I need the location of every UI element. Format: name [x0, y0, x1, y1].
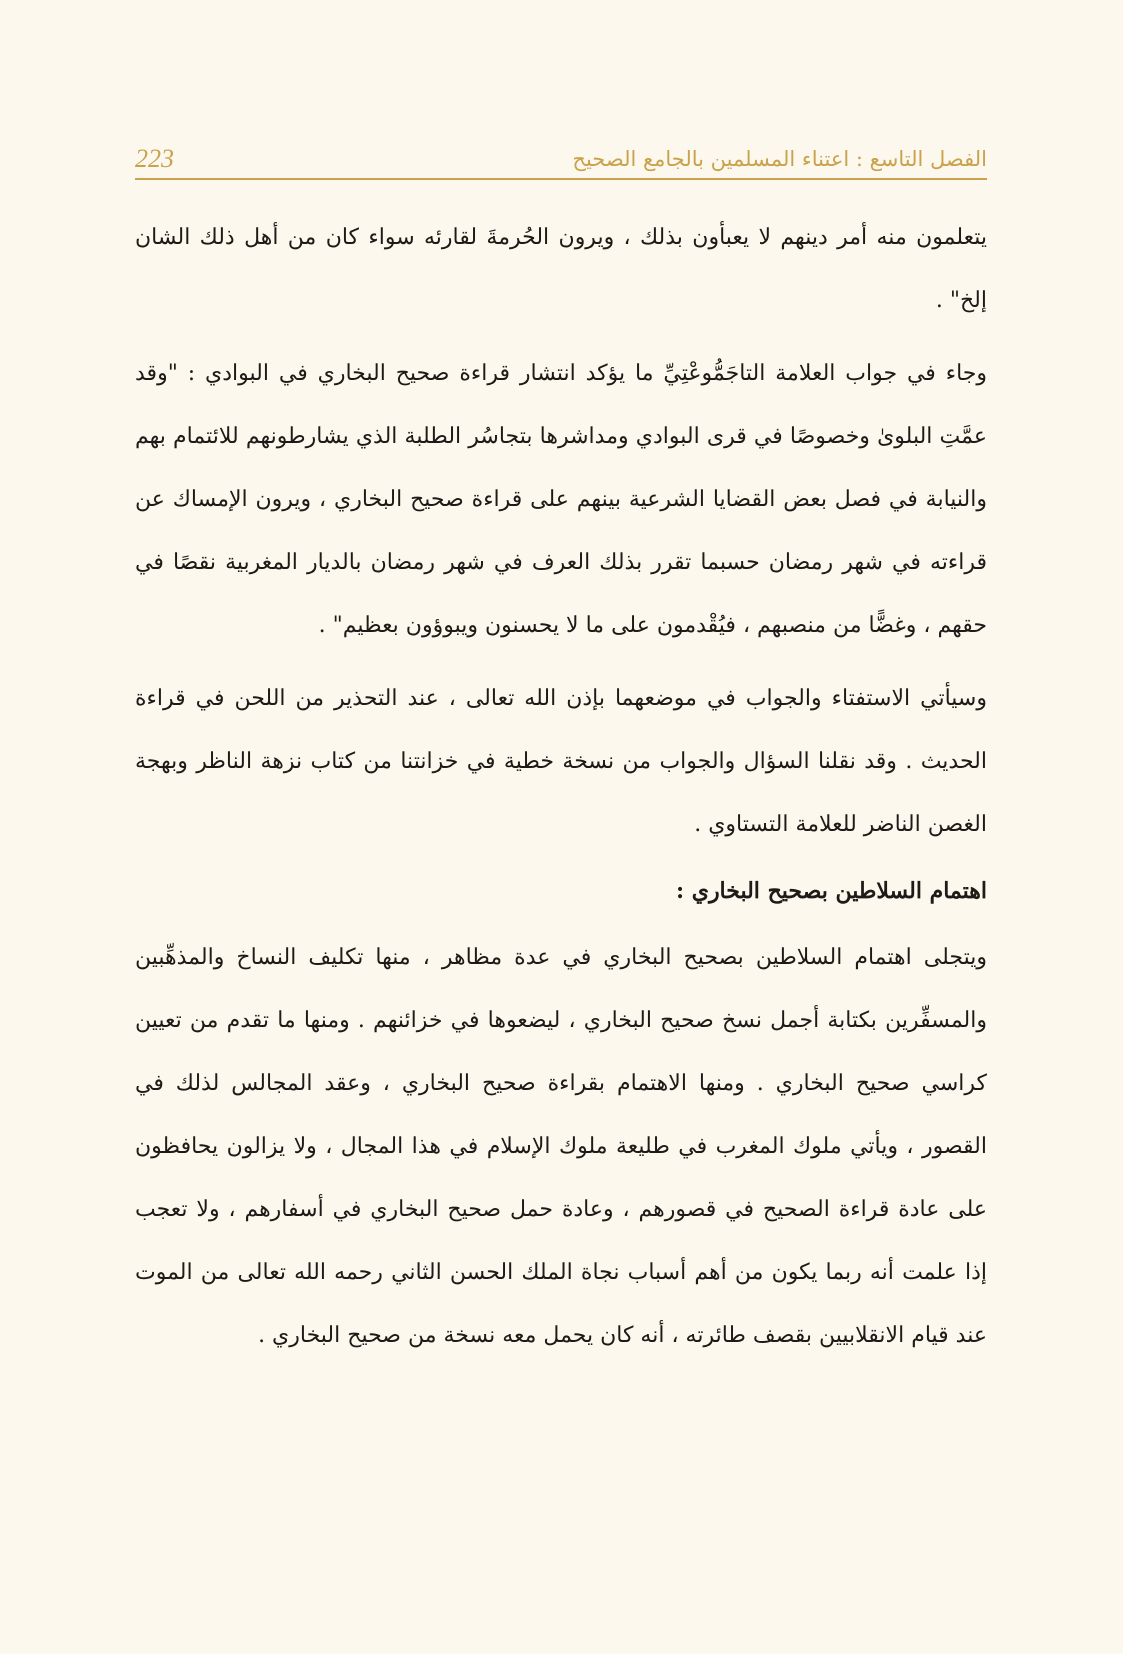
paragraph-istifta: وسيأتي الاستفتاء والجواب في موضعهما بإذن الله تعالى ، عند التحذير من اللحن في قراءة الحديث . وقد نقلنا السؤال والجواب من نسخة خطية في خزانتنا من كتاب نزهة الناظر وبهجة الغصن الناضر للعلامة التستاوي .: [135, 686, 987, 837]
paragraph-tajmouti-answer: وجاء في جواب العلامة التاجَمُّوعْتِيِّ ما يؤكد انتشار قراءة صحيح البخاري في البوادي : "وقد عمَّتِ البلوىٰ وخصوصًا في قرى البوادي ومداشرها بتجاسُر الطلبة الذي يشارطونهم للائتمام بهم والنيابة في فصل بعض القضايا الشرعية بينهم على قراءة صحيح البخاري ، ويرون الإمساك عن قراءته في شهر رمضان حسبما تقرر بذلك العرف في شهر رمضان بالديار المغربية نقصًا في حقهم ، وغضًّا من منصبهم ، فيُقْدمون على ما لا يحسنون ويبوؤون بعظيم" .: [135, 361, 987, 638]
paragraph-continuation: يتعلمون منه أمر دينهم لا يعبأون بذلك ، ويرون الحُرمةَ لقارئه سواء كان من أهل ذلك الشان إلخ" .: [135, 225, 987, 313]
page-body: [135, 206, 987, 1367]
page-number: 223: [135, 144, 174, 173]
section-heading: اهتمام السلاطين بصحيح البخاري :: [675, 878, 987, 904]
paragraph-sultans: ويتجلى اهتمام السلاطين بصحيح البخاري في عدة مظاهر ، منها تكليف النساخ والمذهِّبين والمسفِّرين بكتابة أجمل نسخ صحيح البخاري ، ليضعوها في خزائنهم . ومنها ما تقدم من تعيين كراسي صحيح البخاري . ومنها الاهتمام بقراءة صحيح البخاري ، وعقد المجالس لذلك في القصور ، ويأتي ملوك المغرب في طليعة ملوك الإسلام في هذا المجال ، ولا يزالون يحافظون على عادة قراءة الصحيح في قصورهم ، وعادة حمل صحيح البخاري في أسفارهم ، ولا تعجب إذا علمت أنه ربما يكون من أهم أسباب نجاة الملك الحسن الثاني رحمه الله تعالى من الموت عند قيام الانقلابيين بقصف طائرته ، أنه كان يحمل معه نسخة من صحيح البخاري .: [135, 945, 988, 1348]
book-page: [135, 0, 987, 1654]
chapter-title: الفصل التاسع : اعتناء المسلمين بالجامع الصحيح: [572, 147, 987, 171]
running-header: [135, 138, 987, 180]
